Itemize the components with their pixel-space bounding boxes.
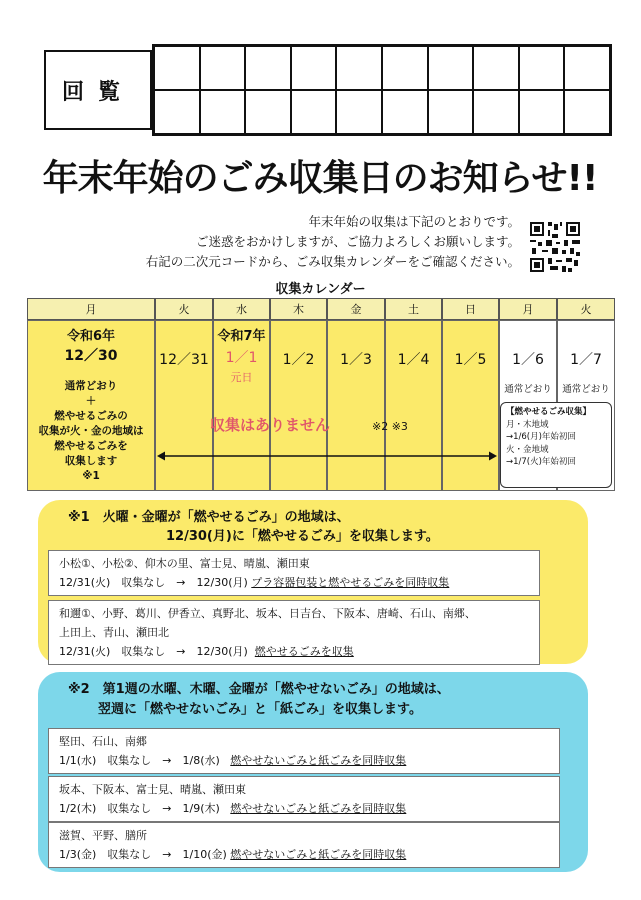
- day-cell-jan4: [385, 320, 442, 491]
- day-cell-dec30: [27, 320, 155, 491]
- era-label: 令和6年: [66, 329, 116, 344]
- callout-line: →1/7(火)年始初回: [506, 457, 576, 467]
- schedule-line: [59, 642, 529, 661]
- area-card: [48, 728, 560, 774]
- area-list: 坂本、下阪本、富士見、晴嵐、瀬田東: [59, 783, 246, 796]
- items-text: 燃やせないごみと紙ごみを同時収集: [230, 754, 407, 767]
- circulation-stamp-grid: [152, 44, 612, 136]
- intro-text: [100, 212, 520, 272]
- header-fri: 金: [327, 298, 385, 320]
- items-text: 燃やせないごみと紙ごみを同時収集: [230, 802, 407, 815]
- circulation-label: 回覧: [44, 50, 152, 130]
- items-text: 燃やせるごみを収集: [254, 645, 354, 658]
- normal-label: 通常どおり: [562, 384, 610, 395]
- schedule-text: 1/3(金) 収集なし → 1/10(金): [59, 848, 227, 861]
- items-text: プラ容器包装と燃やせるごみを同時収集: [251, 576, 450, 589]
- area-card: [48, 822, 560, 868]
- schedule-text: 12/31(火) 収集なし → 12/30(月): [59, 576, 248, 589]
- items-text: 燃やせないごみと紙ごみを同時収集: [230, 848, 407, 861]
- section-heading: ※1 火曜・金曜が「燃やせるごみ」の地域は、: [68, 510, 350, 525]
- date-label: 1／2: [282, 352, 315, 368]
- area-list: 滋賀、平野、膳所: [59, 829, 147, 842]
- intro-line: 右記の二次元コードから、ごみ収集カレンダーをご確認ください。: [145, 254, 520, 269]
- header-tue-next: 火: [557, 298, 615, 320]
- section-heading: 12/30(月)に「燃やせるごみ」を収集します。: [166, 529, 439, 544]
- no-collection-label: 収集はありません: [210, 416, 331, 434]
- area-list: 和邇①、小野、葛川、伊香立、真野北、坂本、日吉台、下阪本、唐崎、石山、南郷、: [59, 607, 476, 620]
- header-mon-next: 月: [499, 298, 557, 320]
- header-thu: 木: [270, 298, 327, 320]
- note-line: ＋: [85, 395, 97, 407]
- qr-code-icon[interactable]: [528, 220, 582, 274]
- area-list: 堅田、石山、南郷: [59, 735, 147, 748]
- date-label: 12／31: [159, 352, 209, 368]
- burnable-resume-callout: [500, 402, 612, 488]
- monday-note: [28, 379, 154, 484]
- callout-line: 火・金地域: [506, 444, 549, 455]
- schedule-line: [59, 573, 529, 592]
- date-label: 12／30: [64, 348, 118, 364]
- note-line: 収集します: [64, 455, 118, 467]
- area-card: [48, 776, 560, 822]
- day-cell-jan1: [213, 320, 270, 491]
- note-line: 収集が火・金の地域は: [38, 425, 144, 437]
- header-mon: 月: [27, 298, 155, 320]
- header-wed: 水: [213, 298, 270, 320]
- page-title: 年末年始のごみ収集日のお知らせ!!: [42, 158, 598, 199]
- date-label: 1／6: [512, 352, 544, 368]
- day-cell-jan5: [442, 320, 499, 491]
- day-cell-jan3: [327, 320, 385, 491]
- area-card: [48, 550, 540, 596]
- double-arrow-icon: [157, 450, 497, 462]
- intro-line: 年末年始の収集は下記のとおりです。: [308, 214, 520, 229]
- schedule-text: 12/31(火) 収集なし → 12/30(月): [59, 645, 248, 658]
- holiday-label: 元日: [230, 371, 253, 384]
- date-label: 1／4: [397, 352, 430, 368]
- area-card: [48, 600, 540, 665]
- note-line: 通常どおり: [64, 380, 118, 392]
- day-cell-dec31: [155, 320, 213, 491]
- schedule-text: 1/2(木) 収集なし → 1/9(木): [59, 802, 220, 815]
- intro-line: ご迷惑をおかけしますが、ご協力よろしくお願いします。: [195, 234, 520, 249]
- calendar-title: 収集カレンダー: [275, 282, 366, 297]
- note-line: 燃やせるごみを: [54, 440, 128, 452]
- callout-line: →1/6(月)年始初回: [506, 432, 576, 442]
- day-cell-jan2: [270, 320, 327, 491]
- header-sun: 日: [442, 298, 499, 320]
- era-label: 令和7年: [217, 329, 266, 344]
- date-label: 1／1: [225, 350, 258, 366]
- area-list: 小松①、小松②、仰木の里、富士見、晴嵐、瀬田東: [59, 557, 310, 570]
- schedule-line: [59, 751, 549, 770]
- header-tue: 火: [155, 298, 213, 320]
- date-label: 1／5: [454, 352, 487, 368]
- header-sat: 土: [385, 298, 442, 320]
- footnote-refs: ※2 ※3: [372, 420, 408, 433]
- schedule-line: [59, 845, 549, 864]
- schedule-line: [59, 799, 549, 818]
- note-line: ※1: [82, 470, 100, 482]
- normal-label: 通常どおり: [504, 384, 552, 395]
- callout-line: 【燃やせるごみ収集】: [506, 407, 592, 417]
- section-heading: 翌週に「燃やせないごみ」と「紙ごみ」を収集します。: [98, 702, 422, 717]
- section-heading: ※2 第1週の水曜、木曜、金曜が「燃やせないごみ」の地域は、: [68, 682, 450, 697]
- section-note-1: [38, 500, 588, 664]
- section-note-2: [38, 672, 588, 872]
- callout-line: 月・木地域: [506, 419, 549, 430]
- area-list: 上田上、青山、瀬田北: [59, 626, 169, 639]
- schedule-text: 1/1(水) 収集なし → 1/8(水): [59, 754, 220, 767]
- date-label: 1／3: [340, 352, 372, 368]
- note-line: 燃やせるごみの: [54, 410, 128, 422]
- date-label: 1／7: [570, 352, 602, 368]
